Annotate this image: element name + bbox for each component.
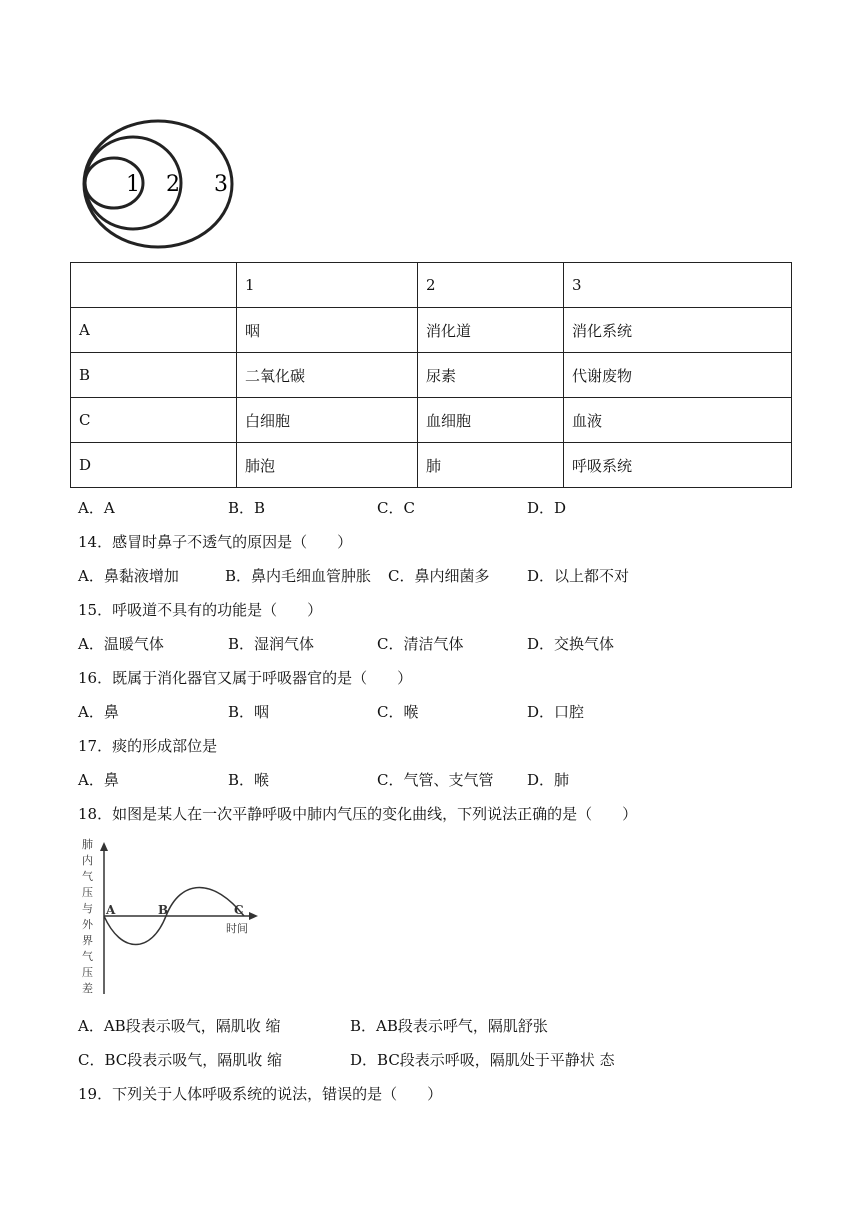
q14-option-b[interactable]: B．鼻内毛细血管肿胀 xyxy=(225,567,372,585)
point-label-c: C xyxy=(234,903,244,917)
table-cell xyxy=(71,263,237,308)
table-cell: 代谢废物 xyxy=(564,353,792,398)
table-cell: 血细胞 xyxy=(418,398,564,443)
svg-text:外: 外 xyxy=(82,918,93,931)
ellipse-label-2: 2 xyxy=(166,172,180,197)
table-cell: 消化道 xyxy=(418,308,564,353)
table-row xyxy=(71,353,792,398)
svg-text:压: 压 xyxy=(82,886,93,899)
svg-text:与: 与 xyxy=(82,902,93,915)
q15-option-d[interactable]: D．交换气体 xyxy=(527,635,615,653)
options-table xyxy=(70,262,792,488)
x-axis-label: 时间 xyxy=(226,922,248,935)
q18-option-d[interactable]: D．BC段表示呼吸，隔肌处于平静状 态 xyxy=(350,1051,615,1069)
table-cell: 2 xyxy=(418,263,564,308)
ellipse-label-3: 3 xyxy=(214,172,228,197)
q17-option-c[interactable]: C．气管、支气管 xyxy=(377,771,494,789)
q14-stem: 14．感冒时鼻子不透气的原因是（ ） xyxy=(78,533,353,551)
svg-text:气: 气 xyxy=(82,950,93,963)
q13-option-a[interactable]: A．A xyxy=(78,499,115,517)
svg-text:肺: 肺 xyxy=(82,838,93,851)
q16-option-a[interactable]: A．鼻 xyxy=(78,703,119,721)
q18-option-c[interactable]: C．BC段表示吸气，隔肌收 缩 xyxy=(78,1051,283,1069)
q14-option-c[interactable]: C．鼻内细菌多 xyxy=(388,567,490,585)
table-header-row xyxy=(71,263,792,308)
table-cell: B xyxy=(71,353,237,398)
y-axis-arrow xyxy=(100,842,108,851)
q16-option-c[interactable]: C．喉 xyxy=(377,703,419,721)
ellipse-label-1: 1 xyxy=(126,172,140,197)
q13-option-c[interactable]: C．C xyxy=(377,499,415,517)
table-cell: 1 xyxy=(237,263,418,308)
q17-stem: 17．痰的形成部位是 xyxy=(78,737,218,755)
table-cell: 消化系统 xyxy=(564,308,792,353)
table-cell: D xyxy=(71,443,237,488)
table-row xyxy=(71,308,792,353)
q16-option-b[interactable]: B．咽 xyxy=(228,703,270,721)
table-cell: 尿素 xyxy=(418,353,564,398)
q13-option-b[interactable]: B．B xyxy=(228,499,266,517)
q13-option-d[interactable]: D．D xyxy=(527,499,567,517)
q15-option-c[interactable]: C．清洁气体 xyxy=(377,635,464,653)
svg-text:差: 差 xyxy=(82,982,93,995)
q17-option-b[interactable]: B．喉 xyxy=(228,771,270,789)
q19-stem: 19．下列关于人体呼吸系统的说法，错误的是（ ） xyxy=(78,1085,443,1103)
table-cell: 3 xyxy=(564,263,792,308)
table-row xyxy=(71,398,792,443)
svg-text:界: 界 xyxy=(82,934,93,947)
lung-pressure-graph xyxy=(76,836,262,1002)
q14-option-a[interactable]: A．鼻黏液增加 xyxy=(78,567,179,585)
q18-option-a[interactable]: A．AB段表示吸气，隔肌收 缩 xyxy=(78,1017,281,1035)
q14-option-d[interactable]: D．以上都不对 xyxy=(527,567,630,585)
table-cell: 咽 xyxy=(237,308,418,353)
table-cell: 白细胞 xyxy=(237,398,418,443)
table-cell: 二氧化碳 xyxy=(237,353,418,398)
q17-option-d[interactable]: D．肺 xyxy=(527,771,570,789)
nested-ellipses-figure xyxy=(82,115,242,253)
q15-stem: 15．呼吸道不具有的功能是（ ） xyxy=(78,601,323,619)
point-label-b: B xyxy=(158,903,169,917)
q15-option-a[interactable]: A．温暖气体 xyxy=(78,635,164,653)
table-cell: A xyxy=(71,308,237,353)
y-axis-label xyxy=(82,837,94,995)
q18-stem: 18．如图是某人在一次平静呼吸中肺内气压的变化曲线，下列说法正确的是（ ） xyxy=(78,805,638,823)
ellipse-3 xyxy=(84,121,232,247)
q17-option-a[interactable]: A．鼻 xyxy=(78,771,119,789)
q16-option-d[interactable]: D．口腔 xyxy=(527,703,585,721)
table-cell: 肺泡 xyxy=(237,443,418,488)
svg-text:内: 内 xyxy=(82,854,93,867)
table-cell: 肺 xyxy=(418,443,564,488)
svg-text:压: 压 xyxy=(82,966,93,979)
svg-text:气: 气 xyxy=(82,870,93,883)
point-label-a: A xyxy=(106,903,116,917)
x-axis-arrow xyxy=(249,912,258,920)
q15-option-b[interactable]: B．湿润气体 xyxy=(228,635,315,653)
table-cell: 呼吸系统 xyxy=(564,443,792,488)
table-row xyxy=(71,443,792,488)
table-cell: 血液 xyxy=(564,398,792,443)
table-cell: C xyxy=(71,398,237,443)
q16-stem: 16．既属于消化器官又属于呼吸器官的是（ ） xyxy=(78,669,413,687)
q18-option-b[interactable]: B．AB段表示呼气，隔肌舒张 xyxy=(350,1017,548,1035)
